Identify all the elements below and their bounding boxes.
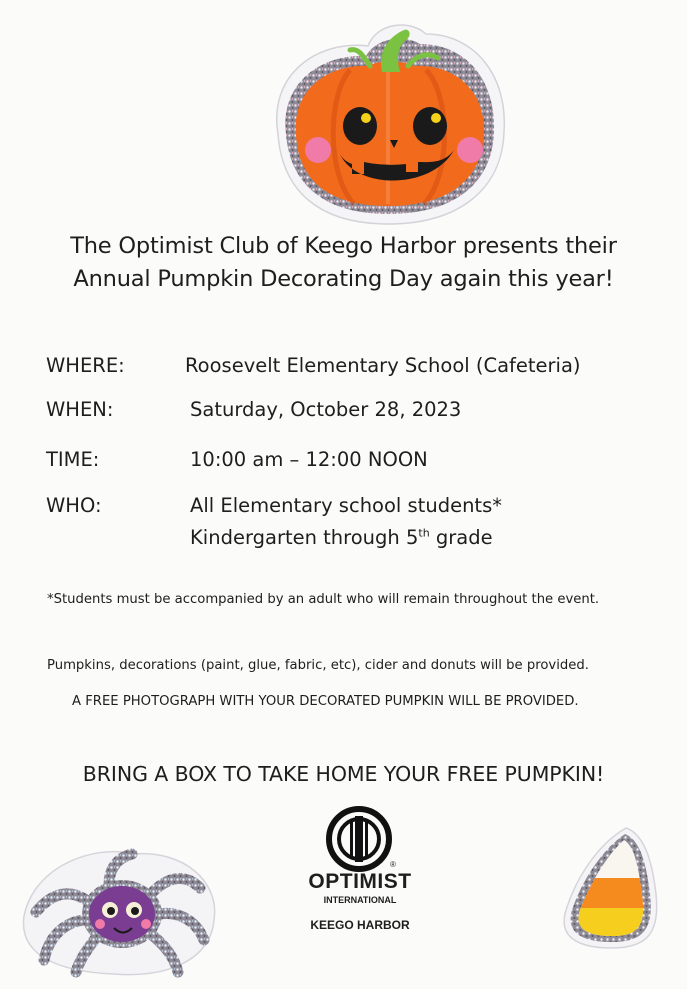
- time-value: 10:00 am – 12:00 NOON: [190, 448, 428, 471]
- provided-note: Pumpkins, decorations (paint, glue, fabric, etc), cider and donuts will be provided.: [47, 658, 589, 673]
- international-wordmark: INTERNATIONAL: [323, 895, 397, 905]
- who-value-line-1: All Elementary school students*: [190, 494, 502, 517]
- who-value-line-2: [190, 526, 493, 549]
- who-label: WHO:: [46, 494, 102, 517]
- registered-mark: ®: [390, 860, 396, 869]
- where-value: Roosevelt Elementary School (Cafeteria): [185, 354, 581, 377]
- time-label: TIME:: [46, 448, 100, 471]
- optimist-emblem-icon: [326, 806, 392, 872]
- who-grade-text: Kindergarten through 5: [190, 526, 419, 549]
- bring-box-callout: BRING A BOX TO TAKE HOME YOUR FREE PUMPKIN!: [82, 762, 605, 786]
- optimist-wordmark: OPTIMIST: [308, 870, 412, 893]
- headline-line-2: Annual Pumpkin Decorating Day again this year!: [73, 265, 614, 292]
- where-label: WHERE:: [46, 354, 125, 377]
- spider-sticker-icon: [14, 836, 224, 982]
- adult-footnote: *Students must be accompanied by an adult who will remain throughout the event.: [47, 592, 600, 607]
- chapter-name: KEEGO HARBOR: [310, 918, 410, 932]
- headline-line-1: The Optimist Club of Keego Harbor presents their: [70, 233, 617, 259]
- photo-note: A FREE PHOTOGRAPH WITH YOUR DECORATED PUMPKIN WILL BE PROVIDED.: [72, 694, 579, 709]
- when-label: WHEN:: [46, 398, 114, 421]
- when-value: Saturday, October 28, 2023: [190, 398, 462, 421]
- jack-o-lantern-sticker-icon: [258, 14, 516, 232]
- ordinal-suffix: th: [418, 526, 430, 540]
- who-grade-suffix: grade: [429, 526, 493, 549]
- headline: [0, 230, 687, 295]
- candy-corn-sticker-icon: [552, 824, 664, 952]
